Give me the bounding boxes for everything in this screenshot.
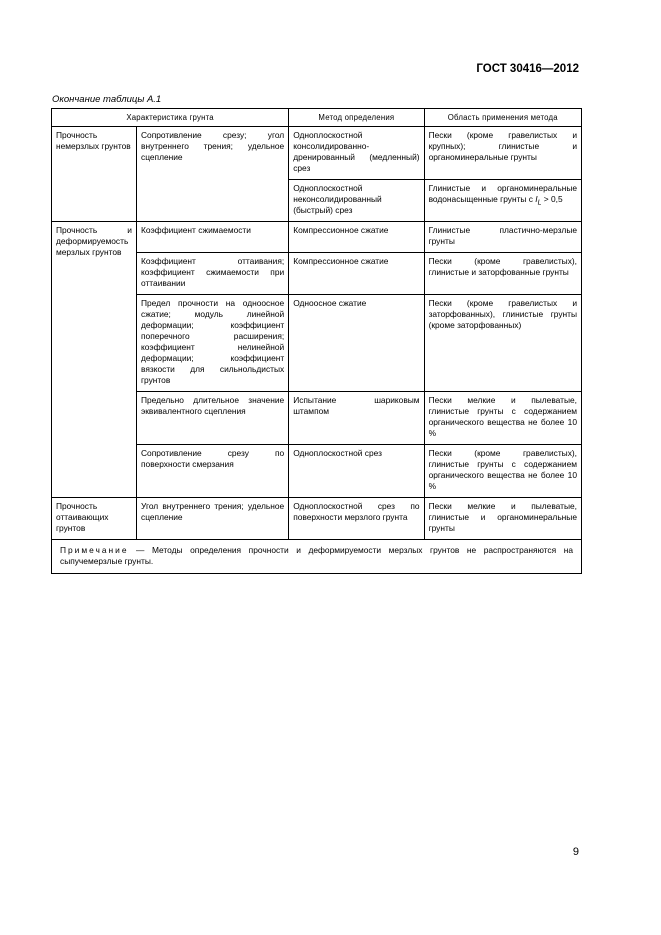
liquidity-index-symbol: I [535,194,538,204]
table-caption: Окончание таблицы А.1 [52,94,162,105]
scope-cell [424,180,581,222]
method-cell: Компрессионное сжатие [289,253,424,295]
method-cell: Одноплоскостной неконсолидированный (быстрый) срез [289,180,424,222]
note-text: — Методы определения прочности и деформируемости мерзлых грунтов не распространяются на сыпучемерзлые грунты. [60,545,573,566]
table-header-row [52,109,582,127]
document-code: ГОСТ 30416—2012 [476,63,579,75]
row-group-label: Прочность и деформируемость мерзлых грунтов [52,222,137,498]
parameter-cell: Сопротивление срезу; угол внутреннего трения; удельное сцепление [137,127,289,222]
table-note [52,540,582,574]
scope-cell: Пески (кроме гравелистых и заторфованных), глинистые грунты (кроме заторфованных) [424,295,581,392]
parameter-cell: Сопротивление срезу по поверхности смерзания [137,445,289,498]
parameter-cell: Угол внутреннего трения; удельное сцепление [137,498,289,540]
soil-methods-table [51,108,582,574]
row-group-label: Прочность оттаивающих грунтов [52,498,137,540]
method-cell: Компрессионное сжатие [289,222,424,253]
method-cell: Одноплоскостной срез [289,445,424,498]
scope-cell: Глинистые пластично-мерзлые грунты [424,222,581,253]
parameter-cell: Предельно длительное значение эквивалентного сцепления [137,392,289,445]
scope-cell: Пески (кроме гравелистых), глинистые и заторфованные грунты [424,253,581,295]
scope-cell: Пески (кроме гравелистых и крупных); глинистые и органоминеральные грунты [424,127,581,180]
header-method: Метод определения [289,109,424,127]
header-soil-characteristic: Характеристика грунта [52,109,289,127]
table-note-row [52,540,582,574]
parameter-cell: Коэффициент сжимаемости [137,222,289,253]
parameter-cell: Предел прочности на одноосное сжатие; модуль линейной деформации; коэффициент поперечного расширения; коэффициент нелинейной деформации; коэффициент вязкости для сильнольдистых грунтов [137,295,289,392]
liquidity-index-subscript: L [537,199,542,207]
row-group-label: Прочность немерзлых грунтов [52,127,137,222]
method-cell: Одноплоскостной срез по поверхности мерзлого грунта [289,498,424,540]
note-label: Примечание [60,545,129,555]
page-number: 9 [572,846,579,858]
scope-threshold: > 0,5 [541,194,563,204]
method-cell: Испытание шариковым штампом [289,392,424,445]
method-cell: Одноплоскостной консолидированно-дренированный (медленный) срез [289,127,424,180]
table-row [52,222,582,253]
scope-cell: Пески (кроме гравелистых), глинистые грунты с содержанием органического вещества не более 10 % [424,445,581,498]
scope-cell: Пески мелкие и пылеватые, глинистые и органоминеральные грунты [424,498,581,540]
table-row [52,127,582,180]
scope-text: Глинистые и органоминеральные водонасыщенные грунты с [428,183,577,204]
method-cell: Одноосное сжатие [289,295,424,392]
table-row [52,498,582,540]
parameter-cell: Коэффициент оттаивания; коэффициент сжимаемости при оттаивании [137,253,289,295]
scope-cell: Пески мелкие и пылеватые, глинистые грунты с содержанием органического вещества не более 10 % [424,392,581,445]
header-scope: Область применения метода [424,109,581,127]
